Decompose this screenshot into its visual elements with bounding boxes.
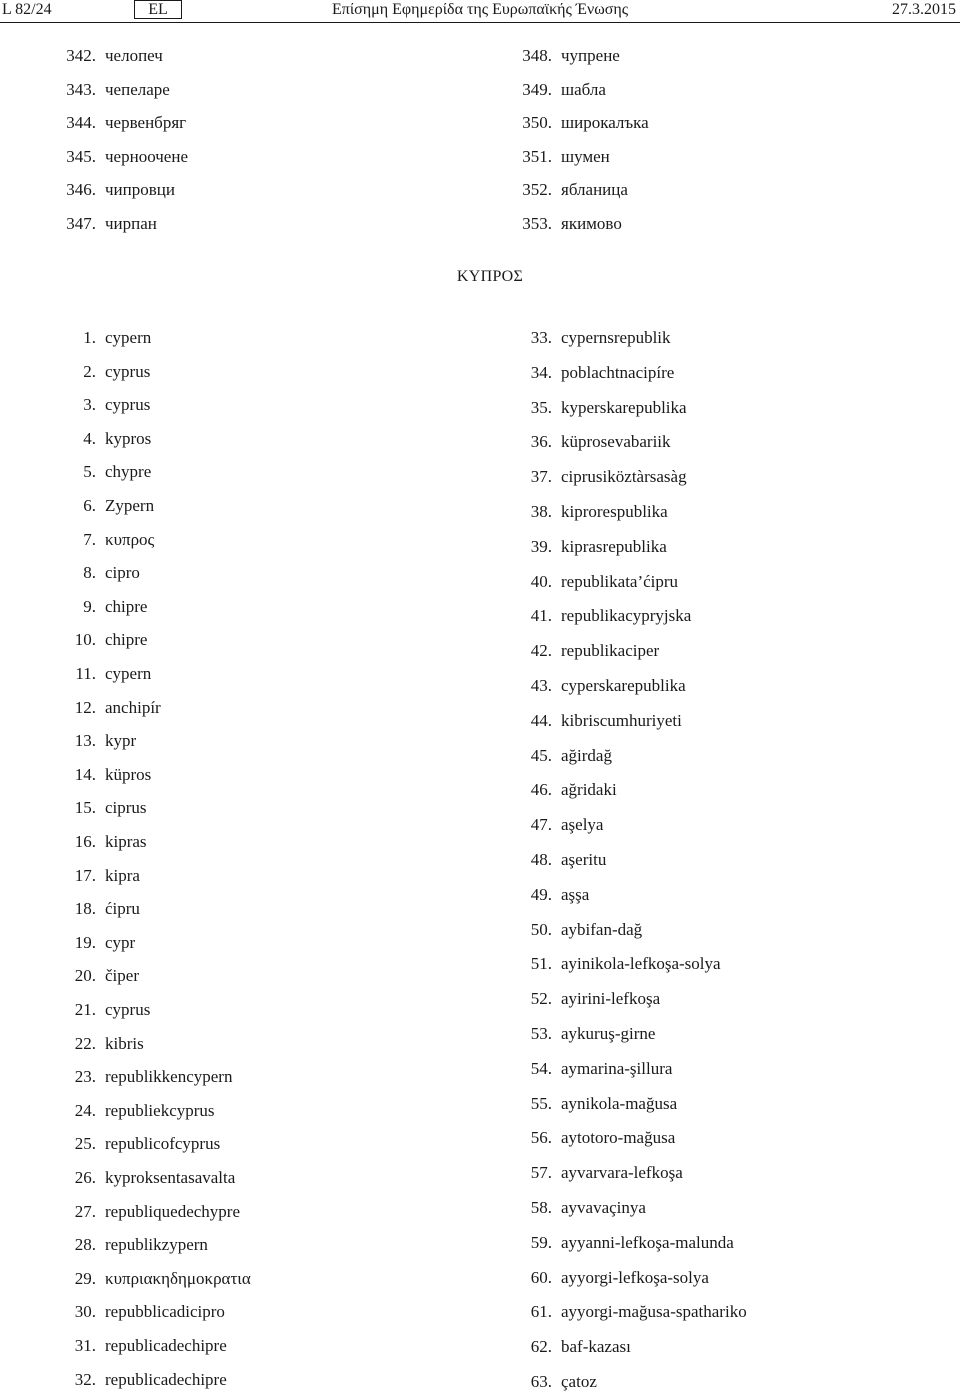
item-name: cypernsrepublik	[561, 328, 671, 347]
list-item	[506, 1300, 747, 1324]
item-name: čiper	[105, 966, 139, 986]
list-item	[506, 744, 612, 768]
item-name: poblachtnacipíre	[561, 362, 675, 382]
list-item	[50, 897, 140, 921]
item-number: 52.	[530, 989, 552, 1009]
item-number: 45.	[530, 745, 552, 765]
item-name: republikacypryjska	[561, 606, 692, 626]
item-number: 17.	[74, 865, 96, 885]
list-item	[50, 494, 155, 518]
item-number: 54.	[530, 1058, 552, 1078]
list-item	[50, 212, 157, 236]
item-number: 26.	[74, 1168, 96, 1187]
list-item	[50, 864, 140, 888]
item-number: 27.	[74, 1201, 96, 1221]
item-number: 13.	[74, 731, 96, 751]
list-item	[50, 1065, 233, 1089]
item-number: 33.	[530, 328, 552, 347]
list-item	[506, 813, 604, 837]
item-name: cipro	[105, 563, 140, 583]
item-name: aykuruş-girne	[561, 1024, 656, 1043]
item-name: ayvarvara-lefkoşa	[561, 1163, 683, 1183]
item-number: 40.	[530, 571, 552, 591]
list-item	[506, 883, 590, 907]
item-name: шумен	[561, 146, 610, 166]
list-item	[506, 430, 671, 454]
list-item	[506, 1161, 683, 1185]
item-name: kypr	[105, 731, 137, 751]
item-number: 4.	[83, 428, 96, 448]
item-number: 63.	[530, 1372, 552, 1391]
list-item	[506, 396, 687, 420]
item-name: чипровци	[105, 180, 175, 200]
list-item	[50, 662, 152, 686]
list-item	[50, 1368, 227, 1392]
item-number: 38.	[530, 502, 552, 521]
item-number: 56.	[530, 1128, 552, 1148]
list-item	[506, 1092, 678, 1116]
list-item	[50, 78, 170, 102]
list-item	[50, 1099, 215, 1123]
item-number: 34.	[530, 362, 552, 382]
item-number: 5.	[83, 462, 96, 482]
item-name: cypern	[105, 664, 152, 683]
item-name: cypr	[105, 932, 136, 952]
list-item	[506, 1231, 734, 1255]
list-item	[50, 964, 139, 988]
item-number: 57.	[530, 1163, 552, 1183]
item-number: 25.	[74, 1134, 96, 1154]
list-item	[50, 111, 187, 135]
list-item	[50, 1300, 225, 1324]
item-name: cyprus	[105, 361, 151, 381]
list-item	[50, 729, 137, 753]
item-number: 15.	[74, 798, 96, 818]
item-number: 49.	[530, 884, 552, 904]
item-name: kyproksentasavalta	[105, 1168, 236, 1187]
item-number: 32.	[74, 1369, 96, 1389]
list-item	[506, 639, 660, 663]
list-item	[506, 1057, 673, 1081]
list-item	[50, 44, 163, 68]
item-number: 342.	[66, 46, 96, 65]
item-number: 346.	[66, 180, 96, 200]
list-item	[50, 360, 151, 384]
item-number: 31.	[74, 1336, 96, 1355]
item-name: republiekcyprus	[105, 1100, 215, 1120]
list-item	[506, 709, 682, 733]
item-number: 55.	[530, 1093, 552, 1113]
list-item	[50, 763, 152, 787]
item-name: cyprus	[105, 1000, 151, 1019]
item-number: 58.	[530, 1198, 552, 1217]
list-item	[50, 528, 155, 552]
list-item	[506, 570, 679, 594]
item-name: червенбряг	[105, 113, 187, 133]
list-item	[50, 595, 148, 619]
list-item	[50, 1233, 208, 1257]
item-name: republikata’ćipru	[561, 571, 679, 591]
item-name: ayvavaçinya	[561, 1198, 646, 1217]
item-name: ябланица	[561, 180, 628, 200]
item-name: ayyanni-lefkoşa-malunda	[561, 1232, 734, 1252]
item-name: челопеч	[105, 46, 163, 65]
item-number: 8.	[83, 563, 96, 583]
list-item	[50, 145, 188, 169]
item-name: republicofcyprus	[105, 1134, 221, 1154]
item-name: aybifan-dağ	[561, 919, 643, 939]
page-reference: L 82/24	[2, 1, 52, 18]
language-code-box: EL	[134, 0, 182, 19]
item-name: republicadechipre	[105, 1336, 227, 1355]
item-number: 39.	[530, 536, 552, 556]
item-name: kipra	[105, 865, 140, 885]
header-rule	[0, 22, 960, 23]
item-name: repubblicadicipro	[105, 1302, 225, 1322]
list-item	[50, 1166, 236, 1190]
item-number: 48.	[530, 850, 552, 869]
section-title-cyprus: ΚΥΠΡΟΣ	[456, 268, 524, 285]
item-name: шабла	[561, 79, 606, 99]
item-name: kiprorespublika	[561, 502, 668, 521]
item-name: chipre	[105, 596, 148, 616]
item-name: ayinikola-lefkoşa-solya	[561, 954, 721, 974]
page-header	[0, 0, 960, 22]
item-number: 11.	[75, 664, 96, 683]
item-number: 61.	[530, 1302, 552, 1322]
item-name: cyperskarepublika	[561, 676, 686, 695]
item-name: ciprus	[105, 798, 147, 818]
list-item	[50, 696, 161, 720]
list-item	[506, 535, 667, 559]
list-item	[506, 78, 606, 102]
item-name: чирпан	[105, 214, 157, 233]
list-item	[50, 1032, 144, 1056]
item-number: 20.	[74, 966, 96, 986]
item-number: 47.	[530, 815, 552, 835]
list-item	[506, 848, 607, 872]
item-name: aytotoro-mağusa	[561, 1128, 676, 1148]
item-number: 35.	[530, 397, 552, 417]
item-name: чупрене	[561, 46, 620, 65]
item-number: 19.	[74, 932, 96, 952]
item-name: чепеларе	[105, 79, 170, 99]
item-number: 60.	[530, 1267, 552, 1287]
item-number: 46.	[530, 780, 552, 800]
item-name: çatoz	[561, 1372, 597, 1391]
list-item	[50, 393, 151, 417]
list-item	[506, 178, 628, 202]
list-item	[50, 931, 136, 955]
item-name: κυπριακηδημοκρατια	[105, 1268, 251, 1288]
list-item	[506, 145, 610, 169]
item-name: republikaciper	[561, 641, 660, 661]
list-item	[506, 952, 721, 976]
item-name: ağirdağ	[561, 745, 612, 765]
item-name: republikzypern	[105, 1235, 208, 1255]
item-number: 347.	[66, 214, 96, 233]
list-item	[506, 1266, 709, 1290]
item-name: ayyorgi-mağusa-spathariko	[561, 1302, 747, 1322]
item-name: kyperskarepublika	[561, 397, 687, 417]
item-number: 18.	[74, 899, 96, 919]
item-name: republiquedechypre	[105, 1201, 240, 1221]
list-item	[506, 674, 686, 698]
item-name: anchipír	[105, 697, 161, 717]
list-item	[50, 1132, 221, 1156]
item-number: 43.	[530, 676, 552, 695]
item-number: 16.	[74, 832, 96, 851]
list-item	[506, 361, 675, 385]
list-item	[506, 987, 661, 1011]
item-number: 22.	[74, 1033, 96, 1053]
item-number: 2.	[83, 361, 96, 381]
item-number: 28.	[74, 1235, 96, 1255]
item-name: kiprasrepublika	[561, 536, 667, 556]
item-number: 345.	[66, 146, 96, 166]
list-item	[506, 918, 643, 942]
item-name: aşşa	[561, 884, 590, 904]
list-item	[50, 796, 147, 820]
list-item	[506, 778, 617, 802]
item-number: 353.	[522, 214, 552, 233]
item-name: chypre	[105, 462, 152, 482]
list-item	[506, 1370, 597, 1394]
item-name: черноочене	[105, 146, 188, 166]
item-number: 53.	[530, 1024, 552, 1043]
item-number: 42.	[530, 641, 552, 661]
item-number: 51.	[530, 954, 552, 974]
item-name: ayyorgi-lefkoşa-solya	[561, 1267, 709, 1287]
publication-date: 27.3.2015	[892, 1, 956, 18]
list-item	[50, 326, 152, 350]
item-name: cypern	[105, 328, 152, 347]
list-item	[50, 427, 152, 451]
list-item	[506, 44, 620, 68]
item-name: ćipru	[105, 899, 140, 919]
item-name: kibriscumhuriyeti	[561, 710, 682, 730]
list-item	[50, 561, 140, 585]
item-number: 12.	[74, 697, 96, 717]
item-number: 14.	[74, 764, 96, 784]
item-number: 37.	[530, 467, 552, 487]
item-number: 7.	[83, 529, 96, 549]
list-item	[50, 1200, 240, 1224]
item-name: ayirini-lefkoşa	[561, 989, 661, 1009]
item-name: kipras	[105, 832, 147, 851]
item-number: 350.	[522, 113, 552, 133]
item-name: якимово	[561, 214, 622, 233]
item-number: 349.	[522, 79, 552, 99]
item-number: 21.	[74, 1000, 96, 1019]
item-number: 44.	[530, 710, 552, 730]
list-item	[506, 111, 649, 135]
item-name: aşelya	[561, 815, 604, 835]
list-item	[506, 1126, 676, 1150]
item-number: 6.	[83, 496, 96, 515]
list-item	[50, 628, 148, 652]
item-number: 9.	[83, 596, 96, 616]
item-number: 30.	[74, 1302, 96, 1322]
item-name: aymarina-şillura	[561, 1058, 673, 1078]
list-item	[50, 1267, 251, 1291]
item-number: 29.	[74, 1268, 96, 1288]
item-name: ciprusiköztàrsasàg	[561, 467, 687, 487]
item-number: 41.	[530, 606, 552, 626]
item-number: 344.	[66, 113, 96, 133]
item-number: 59.	[530, 1232, 552, 1252]
list-item	[50, 1334, 227, 1358]
item-number: 62.	[530, 1337, 552, 1357]
item-name: republikkencypern	[105, 1067, 233, 1087]
item-name: aşeritu	[561, 850, 607, 869]
list-item	[506, 212, 622, 236]
item-number: 36.	[530, 432, 552, 452]
list-item	[50, 178, 175, 202]
list-item	[506, 465, 687, 489]
list-item	[506, 1335, 631, 1359]
item-name: küpros	[105, 764, 152, 784]
item-name: baf-kazası	[561, 1337, 631, 1357]
list-item	[506, 1022, 656, 1046]
item-name: ağridaki	[561, 780, 617, 800]
item-name: Zypern	[105, 496, 155, 515]
journal-title: Επίσημη Εφημερίδα της Ευρωπαϊκής Ένωσης	[332, 1, 629, 18]
list-item	[50, 830, 147, 854]
item-name: cyprus	[105, 395, 151, 415]
item-name: chipre	[105, 630, 148, 650]
item-number: 348.	[522, 46, 552, 65]
item-number: 24.	[74, 1100, 96, 1120]
list-item	[506, 500, 668, 524]
item-number: 352.	[522, 180, 552, 200]
item-number: 3.	[83, 395, 96, 415]
item-number: 343.	[66, 79, 96, 99]
item-name: republicadechipre	[105, 1369, 227, 1389]
list-item	[50, 998, 151, 1022]
list-item	[50, 460, 152, 484]
item-number: 10.	[74, 630, 96, 650]
list-item	[506, 604, 692, 628]
item-name: kypros	[105, 428, 152, 448]
list-item	[506, 326, 671, 350]
list-item	[506, 1196, 646, 1220]
item-name: широкалъка	[561, 113, 649, 133]
item-name: κυπρος	[105, 529, 155, 549]
item-name: kibris	[105, 1033, 144, 1053]
item-name: küprosevabariik	[561, 432, 671, 452]
item-name: aynikola-mağusa	[561, 1093, 678, 1113]
item-number: 23.	[74, 1067, 96, 1087]
item-number: 351.	[522, 146, 552, 166]
item-number: 50.	[530, 919, 552, 939]
item-number: 1.	[83, 328, 96, 347]
